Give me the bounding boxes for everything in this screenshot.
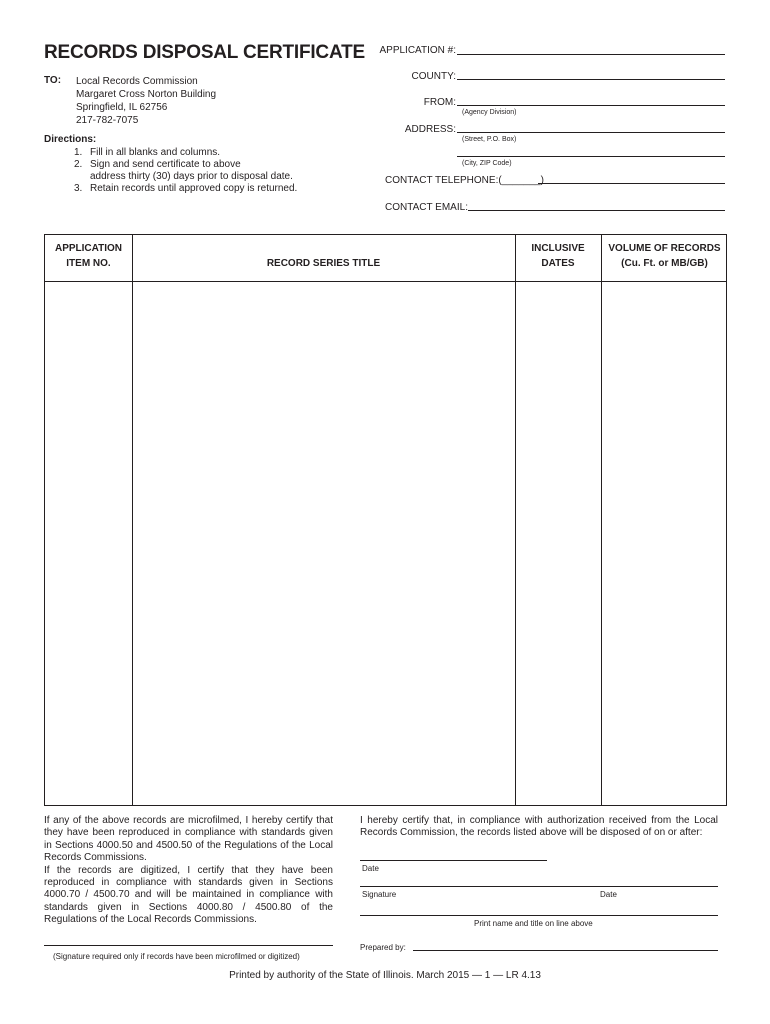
header-application-item-no: APPLICATION ITEM NO. — [54, 243, 123, 269]
microfilm-certification-text: If any of the above records are microfilmed, I hereby certify that they have been reproduced in compliance with standards given in Sections 4000.50 and 4500.50 of the Regulations of the Local Records Commissions. If the records are digitized, I certify that they have been reproduced in compliance with standards given in Sections 4000.70 / 4500.70 and will be maintained in compliance with standards given in Sections 4000.80 / 4500.80 of the Regulations of the Local Records Commissions. — [44, 815, 333, 926]
direction-item: 3. Retain records until approved copy is returned. — [74, 183, 298, 194]
microfilm-signature-field[interactable] — [44, 945, 333, 946]
print-name-title-label: Print name and title on line above — [474, 919, 593, 928]
disposal-certification-text: I hereby certify that, in compliance with authorization received from the Local Records Commission, the records listed above will be disposed of on or after: — [360, 815, 718, 839]
prepared-by-label: Prepared by: — [360, 943, 406, 952]
address-line: 217-782-7075 — [76, 115, 139, 126]
address-line: Springfield, IL 62756 — [76, 102, 168, 113]
address-field[interactable] — [457, 132, 725, 133]
header-record-series-title: RECORD SERIES TITLE — [266, 258, 381, 269]
table-header-divider — [45, 281, 726, 282]
from-label: FROM: — [423, 97, 456, 108]
print-name-title-field[interactable] — [360, 915, 718, 916]
signature-date-label: Date — [600, 890, 617, 899]
direction-item: 2. Sign and send certificate to above — [74, 159, 241, 170]
contact-email-label: CONTACT EMAIL: — [385, 202, 468, 213]
column-divider — [601, 235, 602, 805]
to-label: TO: — [44, 75, 62, 86]
city-zip-hint: (City, ZIP Code) — [462, 160, 512, 167]
city-zip-field[interactable] — [457, 156, 725, 157]
contact-telephone-label: CONTACT TELEPHONE:(_______) — [385, 175, 544, 186]
footer-text: Printed by authority of the State of Illinois. March 2015 — 1 — LR 4.13 — [229, 970, 541, 981]
from-field[interactable] — [457, 105, 725, 106]
disposal-date-field[interactable] — [360, 860, 547, 861]
county-label: COUNTY: — [411, 71, 456, 82]
application-number-label: APPLICATION #: — [379, 45, 456, 56]
disposal-date-label: Date — [362, 864, 379, 873]
address-line: Margaret Cross Norton Building — [76, 89, 217, 100]
recipient-address — [76, 75, 216, 127]
application-number-field[interactable] — [457, 54, 725, 55]
page-title: RECORDS DISPOSAL CERTIFICATE — [44, 42, 365, 63]
county-field[interactable] — [457, 79, 725, 80]
column-divider — [515, 235, 516, 805]
microfilm-signature-note: (Signature required only if records have been microfilmed or digitized) — [53, 952, 300, 961]
agency-division-hint: (Agency Division) — [462, 109, 517, 116]
directions-title: Directions: — [44, 134, 97, 145]
signature-date-field[interactable] — [360, 886, 718, 887]
contact-telephone-field[interactable] — [538, 183, 725, 184]
prepared-by-field[interactable] — [413, 950, 718, 951]
contact-email-field[interactable] — [468, 210, 725, 211]
direction-item: 1. Fill in all blanks and columns. — [74, 147, 221, 158]
street-hint: (Street, P.O. Box) — [462, 136, 517, 143]
signature-label: Signature — [362, 890, 397, 899]
address-label: ADDRESS: — [404, 124, 456, 135]
records-table — [44, 234, 727, 806]
column-divider — [132, 235, 133, 805]
header-volume-of-records: VOLUME OF RECORDS (Cu. Ft. or MB/GB) — [608, 243, 721, 269]
direction-item: address thirty (30) days prior to disposal date. — [90, 171, 293, 182]
address-line: Local Records Commission — [76, 76, 198, 87]
directions-list — [74, 147, 297, 195]
header-inclusive-dates: INCLUSIVE DATES — [531, 243, 585, 269]
